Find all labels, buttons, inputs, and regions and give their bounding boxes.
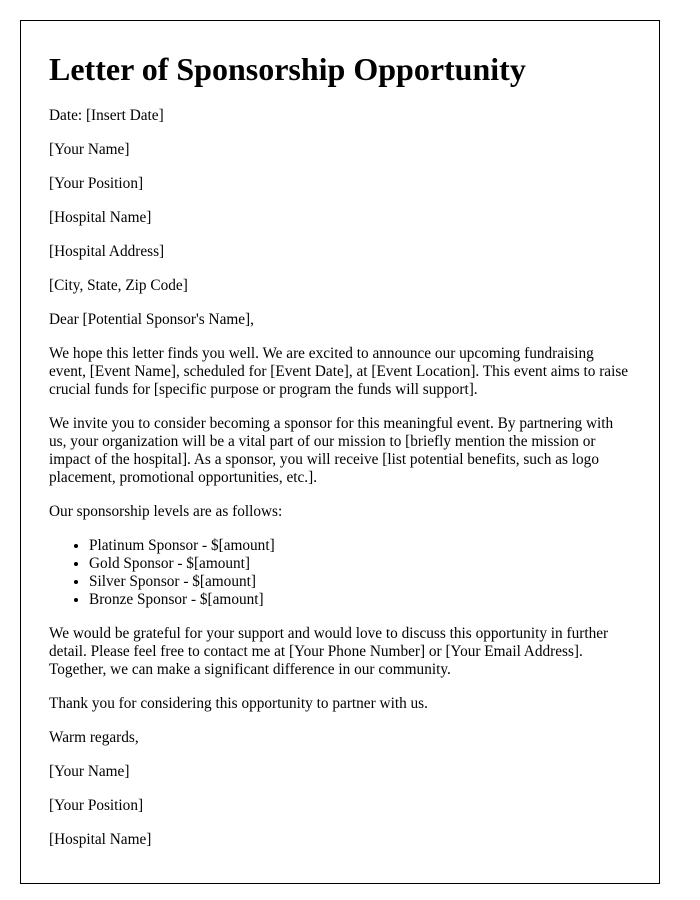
signature-name: [Your Name] [49,763,130,780]
signature-hospital: [Hospital Name] [49,831,152,848]
date-line: Date: [Insert Date] [49,107,164,124]
salutation: Dear [Potential Sponsor's Name], [49,311,254,328]
invitation-paragraph: We invite you to consider becoming a sponsor for this meaningful event. By partnering with us, your organization will be a vital part of our mission to [briefly mention the mission or impact of the hospital]. As a sponsor, you will receive [list potential benefits, such as logo placement, promotional opportunities, etc.]. [49,415,614,486]
list-item: • Bronze Sponsor - $[amount] [89,591,631,609]
list-item: • Gold Sponsor - $[amount] [89,555,631,573]
sender-hospital: [Hospital Name] [49,209,152,226]
levels-intro: Our sponsorship levels are as follows: [49,503,283,520]
letter-page [20,20,660,884]
sender-city-state-zip: [City, State, Zip Code] [49,277,188,294]
intro-paragraph: We hope this letter finds you well. We are excited to announce our upcoming fundraising event, [Event Name], scheduled for [Event Date], at [Event Location]. This event aims to raise crucial funds for [specific purpose or program the funds will support]. [49,345,629,398]
sender-address: [Hospital Address] [49,243,165,260]
closing-line: Warm regards, [49,729,139,746]
signature-position: [Your Position] [49,797,144,814]
letter-title: Letter of Sponsorship Opportunity [49,51,526,87]
thanks-line: Thank you for considering this opportunity to partner with us. [49,695,428,712]
sponsorship-levels-list [49,537,631,609]
list-item: • Silver Sponsor - $[amount] [89,573,631,591]
sender-position: [Your Position] [49,175,144,192]
sender-name: [Your Name] [49,141,130,158]
list-item: • Platinum Sponsor - $[amount] [89,537,631,555]
contact-paragraph: We would be grateful for your support and would love to discuss this opportunity in further detail. Please feel free to contact me at [Your Phone Number] or [Your Email Address]. Together, we can make a significant difference in our community. [49,625,609,678]
